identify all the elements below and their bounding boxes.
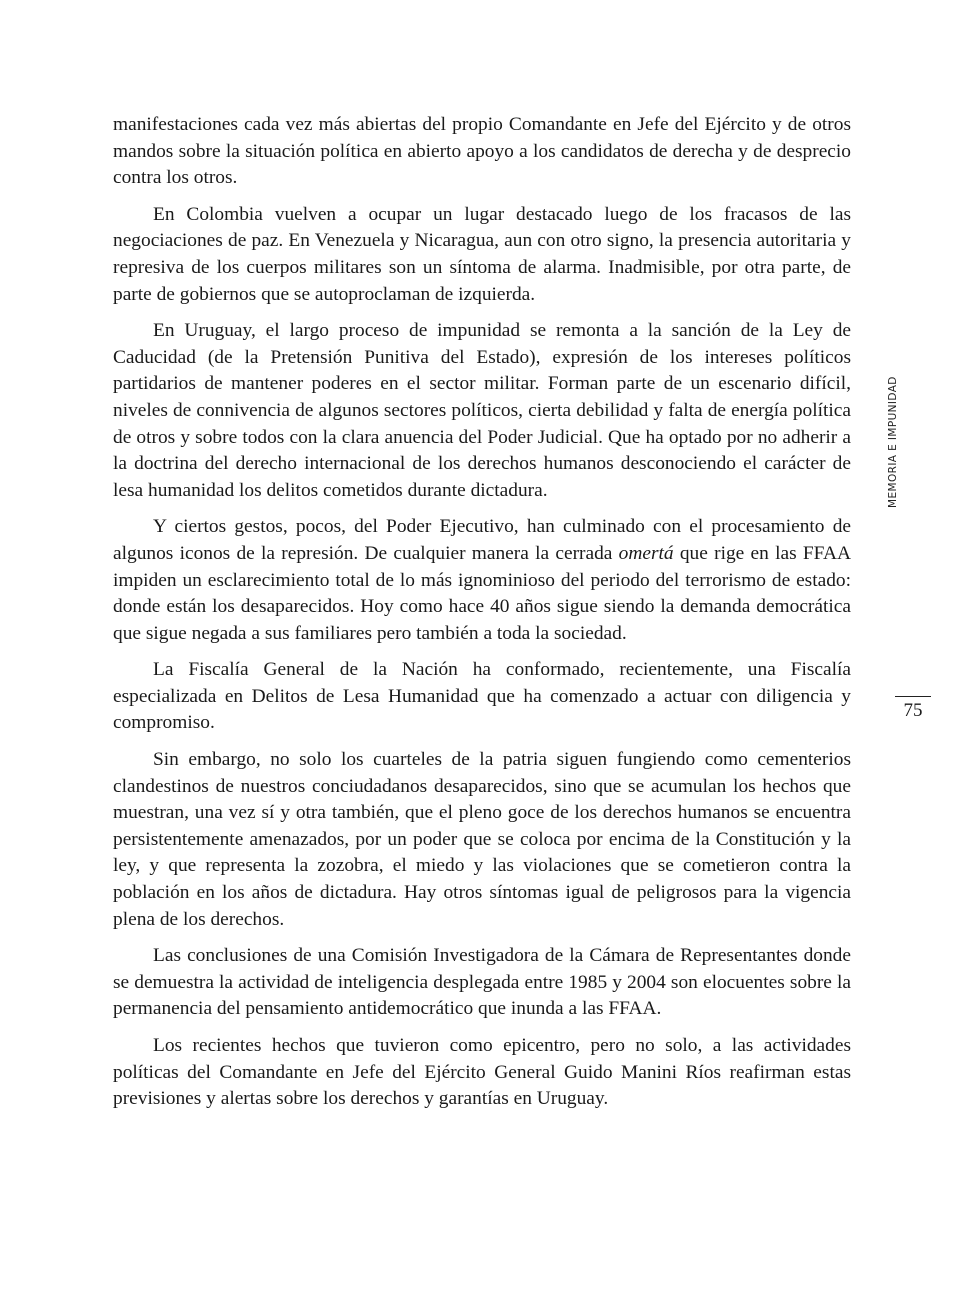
paragraph-8: Los recientes hechos que tuvieron como epicentro, pero no solo, a las actividades políticas del Comandante en Jefe del Ejército General Guido Manini Ríos reafirman estas previsiones y alertas sobre los derechos y garantías en Uruguay. bbox=[113, 1035, 851, 1110]
running-head: MEMORIA E IMPUNIDAD bbox=[887, 376, 899, 508]
page-number-rule bbox=[895, 696, 931, 697]
paragraph-2: En Colombia vuelven a ocupar un lugar destacado luego de los fracasos de las negociaciones de paz. En Venezuela y Nicaragua, aun con otro signo, la presencia autoritaria y represiva de los cuerpos militares son un síntoma de alarma. Inadmisible, por otra parte, de parte de gobiernos que se autoproclaman de izquierda. bbox=[113, 203, 851, 305]
paragraph-4 bbox=[113, 514, 851, 647]
paragraph-1: manifestaciones cada vez más abiertas del propio Comandante en Jefe del Ejército y de otros mandos sobre la situación política en abierto apoyo a los candidatos de derecha y de desprecio contra los otros. bbox=[113, 114, 851, 189]
paragraph-5: La Fiscalía General de la Nación ha conformado, recientemente, una Fiscalía especializada en Delitos de Lesa Humanidad que ha comenzado a actuar con diligencia y compromiso. bbox=[113, 659, 851, 734]
paragraph-3: En Uruguay, el largo proceso de impunidad se remonta a la sanción de la Ley de Caducidad (de la Pretensión Punitiva del Estado), expresión de los intereses políticos partidarios de mantener poderes en el sector militar. Forman parte de un escenario difícil, niveles de connivencia de algunos sectores políticos, cierta debilidad y falta de energía política de otros y sobre todos con la clara anuencia del Poder Judicial. Que ha optado por no adherir a la doctrina del derecho internacional de los derechos humanos desconociendo el carácter de lesa humanidad los delitos cometidos durante dictadura. bbox=[113, 320, 851, 501]
body-text bbox=[113, 112, 851, 1123]
paragraph-7: Las conclusiones de una Comisión Investigadora de la Cámara de Representantes donde se demuestra la actividad de inteligencia desplegada entre 1985 y 2004 son elocuentes sobre la permanencia del pensamiento antidemocrático que inunda a las FFAA. bbox=[113, 945, 851, 1020]
paragraph-4-part-2: que rige en las FFAA impiden un esclarecimiento total de lo más ignominioso del periodo del terrorismo de estado: donde están los desaparecidos. Hoy como hace 40 años sigue siendo la demanda democrática que sigue negada a sus familiares pero también a toda la sociedad. bbox=[113, 542, 852, 644]
italic-term-omerta: omertá bbox=[618, 542, 674, 564]
page-number: 75 bbox=[903, 700, 923, 721]
paragraph-6: Sin embargo, no solo los cuarteles de la patria siguen fungiendo como cementerios clandestinos de nuestros conciudadanos desaparecidos, sino que se acumulan los hechos que muestran, una vez sí y otra también, que el pleno goce de los derechos humanos se encuentra persistentemente amenazados, por un poder que se coloca por encima de la Constitución y la ley, y que representa la zozobra, el miedo y las violaciones que se cometieron contra la población en los años de dictadura. Hay otros síntomas igual de peligrosos para la vigencia plena de los derechos. bbox=[113, 749, 851, 930]
paragraph-4-part-1: Y ciertos gestos, pocos, del Poder Ejecutivo, han culminado con el procesamiento de algunos iconos de la represión. De cualquier manera la cerrada bbox=[113, 516, 851, 564]
